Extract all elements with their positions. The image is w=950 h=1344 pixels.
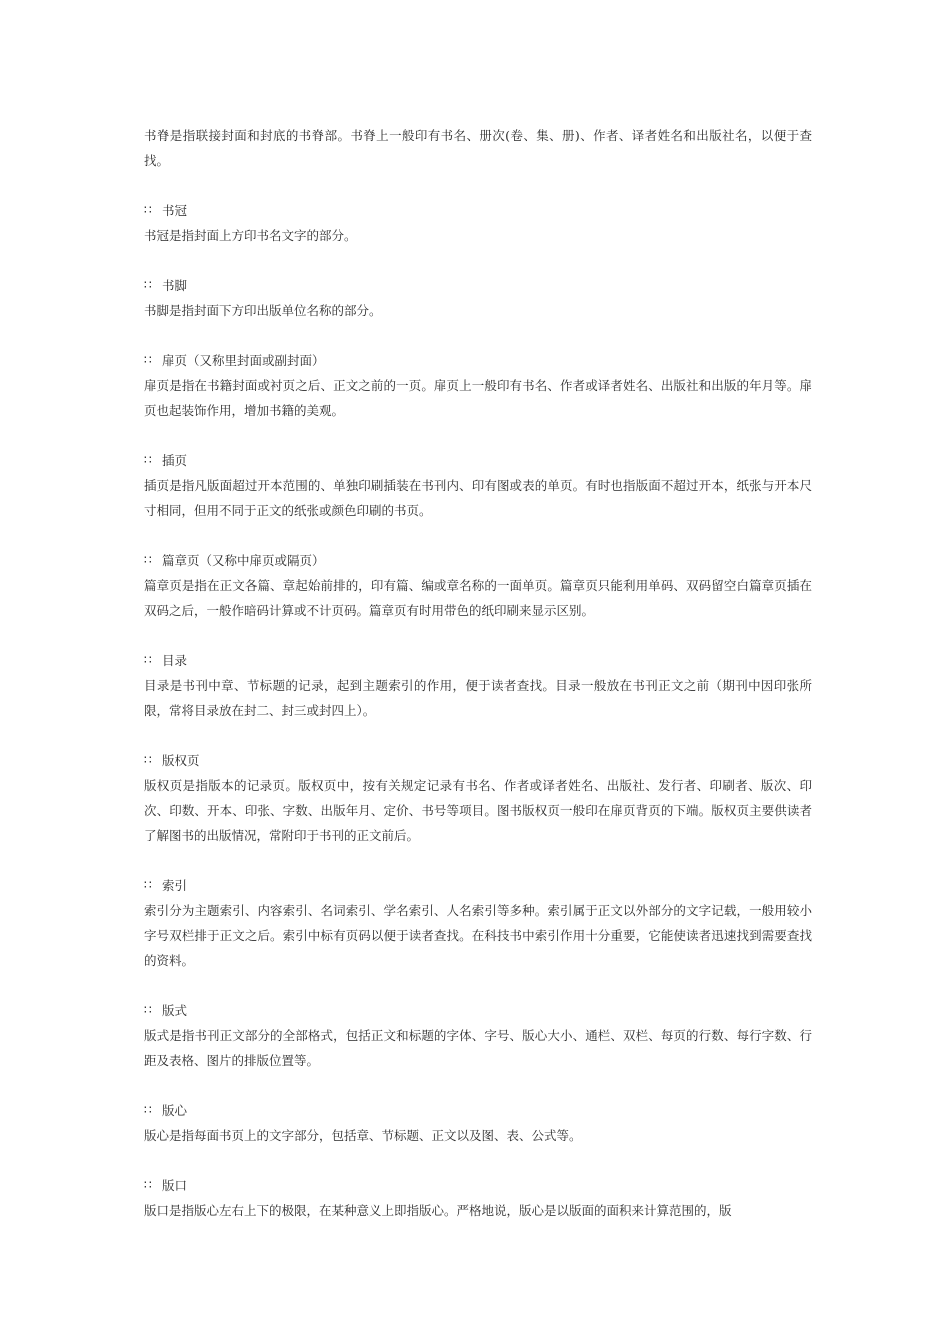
bullet-icon: ∷: [144, 553, 153, 567]
section-title: 版式: [162, 1003, 188, 1018]
section-heading: [144, 748, 812, 773]
bullet-icon: ∷: [144, 278, 153, 292]
section-suoyin: [144, 873, 812, 973]
section-title: 索引: [162, 878, 188, 893]
section-heading: [144, 998, 812, 1023]
section-shujiao: [144, 273, 812, 323]
section-body: 篇章页是指在正文各篇、章起始前排的，印有篇、编或章名称的一面单页。篇章页只能利用单码、双码留空白篇章页插在双码之后，一般作暗码计算或不计页码。篇章页有时用带色的纸印刷来显示区别。: [144, 578, 812, 618]
section-heading: [144, 273, 812, 298]
intro-paragraph: 书脊是指联接封面和封底的书脊部。书脊上一般印有书名、册次(卷、集、册)、作者、译者姓名和出版社名，以便于查找。: [144, 128, 812, 168]
section-body: 版权页是指版本的记录页。版权页中，按有关规定记录有书名、作者或译者姓名、出版社、发行者、印刷者、版次、印次、印数、开本、印张、字数、出版年月、定价、书号等项目。图书版权页一般印在扉页背页的下端。版权页主要供读者了解图书的出版情况，常附印于书刊的正文前后。: [144, 778, 812, 843]
section-heading: [144, 1173, 812, 1198]
section-title: 扉页（又称里封面或副封面）: [162, 353, 325, 368]
section-heading: [144, 873, 812, 898]
bullet-icon: ∷: [144, 353, 153, 367]
section-body: 版式是指书刊正文部分的全部格式，包括正文和标题的字体、字号、版心大小、通栏、双栏、每页的行数、每行字数、行距及表格、图片的排版位置等。: [144, 1028, 812, 1068]
section-feiye: [144, 348, 812, 423]
section-body: 插页是指凡版面超过开本范围的、单独印刷插装在书刊内、印有图或表的单页。有时也指版面不超过开本，纸张与开本尺寸相同，但用不同于正文的纸张或颜色印刷的书页。: [144, 478, 812, 518]
section-body: 索引分为主题索引、内容索引、名词索引、学名索引、人名索引等多种。索引属于正文以外部分的文字记载，一般用较小字号双栏排于正文之后。索引中标有页码以便于读者查找。在科技书中索引作用十分重要，它能使读者迅速找到需要查找的资料。: [144, 903, 812, 968]
section-body: 目录是书刊中章、节标题的记录，起到主题索引的作用，便于读者查找。目录一般放在书刊正文之前（期刊中因印张所限，常将目录放在封二、封三或封四上）。: [144, 678, 812, 718]
section-title: 书冠: [162, 203, 188, 218]
section-shuguan: [144, 198, 812, 248]
section-heading: [144, 548, 812, 573]
section-banshi: [144, 998, 812, 1073]
bullet-icon: ∷: [144, 453, 153, 467]
section-heading: [144, 198, 812, 223]
section-body: 书脚是指封面下方印出版单位名称的部分。: [144, 303, 382, 318]
document-page: [144, 123, 812, 1223]
bullet-icon: ∷: [144, 653, 153, 667]
bullet-icon: ∷: [144, 753, 153, 767]
section-title: 版心: [162, 1103, 188, 1118]
section-bankou: [144, 1173, 812, 1223]
bullet-icon: ∷: [144, 1103, 153, 1117]
section-chaye: [144, 448, 812, 523]
section-title: 版口: [162, 1178, 188, 1193]
section-title: 书脚: [162, 278, 188, 293]
section-banquanye: [144, 748, 812, 848]
section-heading: [144, 448, 812, 473]
section-body: 书冠是指封面上方印书名文字的部分。: [144, 228, 357, 243]
bullet-icon: ∷: [144, 203, 153, 217]
section-body: 扉页是指在书籍封面或衬页之后、正文之前的一页。扉页上一般印有书名、作者或译者姓名、出版社和出版的年月等。扉页也起装饰作用，增加书籍的美观。: [144, 378, 812, 418]
section-banxin: [144, 1098, 812, 1148]
section-heading: [144, 348, 812, 373]
section-body: 版口是指版心左右上下的极限，在某种意义上即指版心。严格地说，版心是以版面的面积来计算范围的，版: [144, 1203, 732, 1218]
section-title: 版权页: [162, 753, 200, 768]
section-title: 目录: [162, 653, 188, 668]
section-title: 篇章页（又称中扉页或隔页）: [162, 553, 325, 568]
section-title: 插页: [162, 453, 188, 468]
section-mulu: [144, 648, 812, 723]
section-pianzhangye: [144, 548, 812, 623]
section-body: 版心是指每面书页上的文字部分，包括章、节标题、正文以及图、表、公式等。: [144, 1128, 582, 1143]
section-heading: [144, 648, 812, 673]
bullet-icon: ∷: [144, 878, 153, 892]
bullet-icon: ∷: [144, 1178, 153, 1192]
section-heading: [144, 1098, 812, 1123]
bullet-icon: ∷: [144, 1003, 153, 1017]
